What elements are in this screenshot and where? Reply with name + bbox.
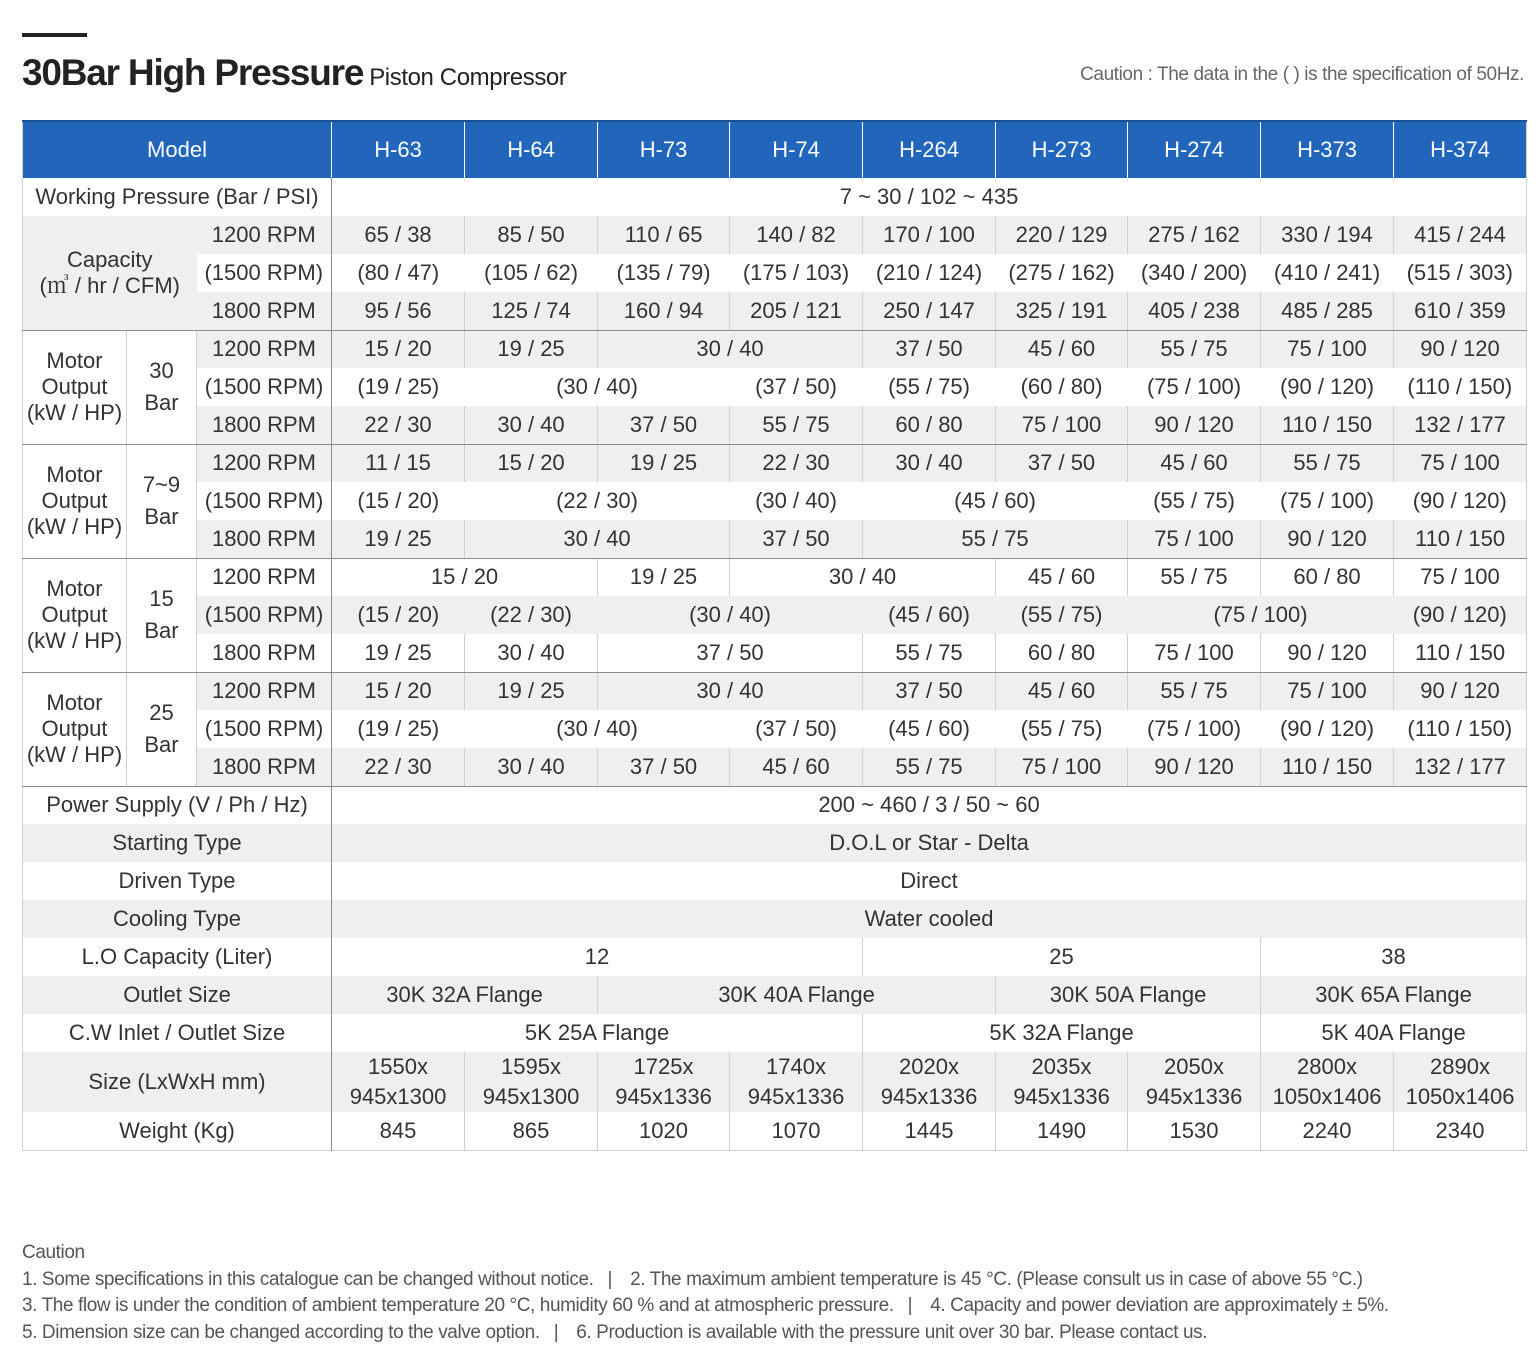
table-cell: 85 / 50 xyxy=(465,216,598,254)
motor-label-line2: Output xyxy=(41,488,108,513)
table-cell: D.O.L or Star - Delta xyxy=(332,824,1527,862)
table-cell: 38 xyxy=(1261,938,1527,976)
table-cell: (19 / 25) xyxy=(332,368,465,406)
table-row-cw-size xyxy=(23,1014,1527,1052)
table-cell: 75 / 100 xyxy=(996,406,1128,444)
table-cell: 55 / 75 xyxy=(1128,330,1261,368)
row-label: Power Supply (V / Ph / Hz) xyxy=(46,792,308,818)
rpm-label: (1500 RPM) xyxy=(197,710,332,748)
table-cell xyxy=(730,1052,863,1112)
rpm-label: 1800 RPM xyxy=(197,520,332,558)
table-cell: 19 / 25 xyxy=(598,444,730,482)
table-cell: 110 / 150 xyxy=(1261,406,1394,444)
table-cell: 37 / 50 xyxy=(598,406,730,444)
table-cell: (90 / 120) xyxy=(1279,716,1375,741)
bar-value: 25 xyxy=(149,700,174,725)
table-cell: 125 / 74 xyxy=(465,292,598,330)
table-cell: (340 / 200) xyxy=(1140,260,1248,285)
table-row-motor30-1200 xyxy=(23,330,1527,368)
table-cell: 30 / 40 xyxy=(465,748,598,786)
table-cell xyxy=(1128,1052,1261,1112)
size-line1: 1595x xyxy=(501,1054,561,1079)
table-cell: (75 / 100) xyxy=(1213,602,1308,627)
table-cell: 30K 32A Flange xyxy=(332,976,598,1014)
table-cell: 12 xyxy=(332,938,863,976)
table-cell: 275 / 162 xyxy=(1128,216,1261,254)
bar-value: 30 xyxy=(149,358,174,383)
table-row-size xyxy=(23,1052,1527,1112)
table-row-driven-type xyxy=(23,862,1527,900)
table-cell: 1445 xyxy=(863,1112,996,1150)
table-row-motor25-1800 xyxy=(23,748,1527,786)
table-cell: 60 / 80 xyxy=(996,634,1128,672)
row-label: Cooling Type xyxy=(113,906,242,931)
caution-notes xyxy=(22,1240,1389,1346)
table-cell: 75 / 100 xyxy=(1261,672,1394,710)
table-cell: (45 / 60) xyxy=(888,716,970,741)
bar-unit: Bar xyxy=(144,732,179,757)
table-cell: (275 / 162) xyxy=(1008,260,1115,285)
notes-line xyxy=(22,1267,1389,1294)
size-line2: 1050x1406 xyxy=(1272,1084,1382,1109)
row-label-bar xyxy=(127,672,197,786)
capacity-label-line2: (㎥ / hr / CFM) xyxy=(39,272,181,298)
table-cell: (60 / 80) xyxy=(1020,374,1103,399)
table-cell: 25 xyxy=(863,938,1261,976)
table-row-lo-capacity xyxy=(23,938,1527,976)
rpm-label: 1200 RPM xyxy=(197,444,332,482)
table-cell xyxy=(465,1052,598,1112)
rpm-label: 1800 RPM xyxy=(197,406,332,444)
caution-50hz-note: Caution : The data in the ( ) is the specification of 50Hz. xyxy=(1080,64,1524,85)
size-line1: 2800x xyxy=(1297,1054,1357,1079)
table-cell: 610 / 359 xyxy=(1394,292,1527,330)
table-cell: 2340 xyxy=(1394,1112,1527,1150)
row-label: Working Pressure (Bar / PSI) xyxy=(35,184,319,209)
table-cell: (175 / 103) xyxy=(742,260,850,285)
table-cell: (15 / 20) xyxy=(332,482,465,520)
table-cell: 170 / 100 xyxy=(863,216,996,254)
rpm-label: 1800 RPM xyxy=(197,292,332,330)
table-row-motor79-1800 xyxy=(23,520,1527,558)
note-separator: | xyxy=(553,1321,559,1343)
table-cell: 220 / 129 xyxy=(996,216,1128,254)
rpm-label: 1800 RPM xyxy=(197,634,332,672)
motor-label-line3: (kW / HP) xyxy=(26,514,123,539)
table-cell: 1020 xyxy=(598,1112,730,1150)
table-cell xyxy=(996,1052,1128,1112)
notes-line xyxy=(22,1320,1389,1347)
table-row-motor15-1800 xyxy=(23,634,1527,672)
table-row-capacity-1500 xyxy=(23,254,1527,292)
table-row-starting-type xyxy=(23,824,1527,862)
note-separator: | xyxy=(907,1295,913,1316)
table-cell: (30 / 40) xyxy=(689,602,771,627)
row-label: Starting Type xyxy=(112,830,242,855)
table-cell xyxy=(1394,1052,1527,1112)
table-cell: 90 / 120 xyxy=(1394,330,1527,368)
table-row-motor79-1200 xyxy=(23,444,1527,482)
table-cell: 55 / 75 xyxy=(1128,672,1261,710)
table-cell: (135 / 79) xyxy=(616,260,711,285)
table-cell: (105 / 62) xyxy=(483,260,579,285)
table-cell: 1070 xyxy=(730,1112,863,1150)
header-model-col: H-374 xyxy=(1394,121,1527,178)
page-title-main: 30Bar High Pressure xyxy=(22,52,364,93)
row-label-bar xyxy=(127,444,197,558)
table-cell: (75 / 100) xyxy=(1146,716,1242,741)
row-label: Weight (Kg) xyxy=(119,1117,235,1143)
table-cell: 75 / 100 xyxy=(1394,558,1527,596)
table-cell: (45 / 60) xyxy=(888,602,970,627)
rpm-label: 1800 RPM xyxy=(197,748,332,786)
motor-label-line3: (kW / HP) xyxy=(26,742,123,767)
table-row-weight xyxy=(23,1112,1527,1150)
table-cell: 37 / 50 xyxy=(863,672,996,710)
table-cell: (30 / 40) xyxy=(556,716,638,741)
table-cell: (15 / 20) xyxy=(332,596,465,634)
table-cell: 15 / 20 xyxy=(332,330,465,368)
table-cell: 205 / 121 xyxy=(730,292,863,330)
rpm-label: (1500 RPM) xyxy=(204,260,324,285)
table-cell: 2240 xyxy=(1261,1112,1394,1150)
rpm-label: 1200 RPM xyxy=(197,330,332,368)
table-cell: 415 / 244 xyxy=(1394,216,1527,254)
row-label-motor-output xyxy=(23,558,127,672)
table-cell: 250 / 147 xyxy=(863,292,996,330)
table-cell: (210 / 124) xyxy=(875,260,983,285)
table-row-cooling-type xyxy=(23,900,1527,938)
table-cell: 140 / 82 xyxy=(730,216,863,254)
table-cell: (55 / 75) xyxy=(1020,716,1103,741)
table-cell: 30K 65A Flange xyxy=(1261,976,1527,1014)
size-line2: 945x1300 xyxy=(482,1084,580,1109)
table-cell: 30 / 40 xyxy=(465,406,598,444)
row-label-motor-output xyxy=(23,330,127,444)
table-cell: 19 / 25 xyxy=(465,330,598,368)
row-label-motor-output xyxy=(23,672,127,786)
table-cell: 19 / 25 xyxy=(332,634,465,672)
capacity-label-line1: Capacity xyxy=(66,246,153,272)
row-label: Outlet Size xyxy=(123,982,231,1007)
table-cell: 55 / 75 xyxy=(730,406,863,444)
table-cell: 30 / 40 xyxy=(465,634,598,672)
notes-heading: Caution xyxy=(22,1242,85,1263)
size-line2: 945x1336 xyxy=(880,1084,978,1109)
table-cell: 45 / 60 xyxy=(996,330,1128,368)
motor-label-line3: (kW / HP) xyxy=(26,628,123,653)
table-cell: (515 / 303) xyxy=(1406,260,1513,285)
page-title xyxy=(22,52,566,94)
table-cell: 485 / 285 xyxy=(1261,292,1394,330)
header-model-col: H-73 xyxy=(598,121,730,178)
motor-label-line1: Motor xyxy=(46,576,103,601)
size-line2: 945x1300 xyxy=(349,1084,447,1109)
table-cell: 1530 xyxy=(1128,1112,1261,1150)
table-cell: 132 / 177 xyxy=(1394,748,1527,786)
row-label-capacity xyxy=(23,216,197,330)
size-line1: 2035x xyxy=(1031,1054,1092,1079)
size-line1: 1740x xyxy=(766,1054,826,1079)
table-cell: 405 / 238 xyxy=(1128,292,1261,330)
table-row-outlet-size xyxy=(23,976,1527,1014)
table-row-motor79-1500 xyxy=(23,482,1527,520)
table-cell: 110 / 150 xyxy=(1261,748,1394,786)
table-cell: 30K 40A Flange xyxy=(598,976,996,1014)
table-cell: 45 / 60 xyxy=(996,672,1128,710)
table-cell: 55 / 75 xyxy=(1261,444,1394,482)
table-cell: 37 / 50 xyxy=(598,748,730,786)
table-cell: (55 / 75) xyxy=(888,374,970,399)
table-cell: 19 / 25 xyxy=(465,672,598,710)
table-cell: 30 / 40 xyxy=(598,330,863,368)
header-model-col: H-74 xyxy=(730,121,863,178)
rpm-label: (1500 RPM) xyxy=(197,596,332,634)
header-model-col: H-373 xyxy=(1261,121,1394,178)
header-model-col: H-273 xyxy=(996,121,1128,178)
size-line1: 1725x xyxy=(633,1054,694,1079)
size-line2: 945x1336 xyxy=(747,1084,845,1109)
table-cell: 75 / 100 xyxy=(1128,634,1261,672)
table-cell: 55 / 75 xyxy=(1128,558,1261,596)
table-cell: 325 / 191 xyxy=(996,292,1128,330)
table-cell xyxy=(598,1052,730,1112)
table-cell: 60 / 80 xyxy=(863,406,996,444)
table-row-capacity-1200 xyxy=(23,216,1527,254)
table-row-motor25-1500 xyxy=(23,710,1527,748)
table-cell: 110 / 65 xyxy=(598,216,730,254)
row-label: C.W Inlet / Outlet Size xyxy=(68,1020,286,1045)
table-cell: Direct xyxy=(332,862,1527,900)
table-cell: 75 / 100 xyxy=(1261,330,1394,368)
table-cell: 45 / 60 xyxy=(730,748,863,786)
table-cell: (22 / 30) xyxy=(490,602,572,627)
table-cell xyxy=(863,1052,996,1112)
row-label-bar xyxy=(127,330,197,444)
table-cell: (37 / 50) xyxy=(755,716,837,741)
table-row-motor30-1500 xyxy=(23,368,1527,406)
notes-line xyxy=(22,1293,1389,1320)
spec-table xyxy=(22,120,1527,1151)
table-cell: 90 / 120 xyxy=(1128,748,1261,786)
table-cell: 7 ~ 30 / 102 ~ 435 xyxy=(332,178,1527,216)
rpm-label: 1200 RPM xyxy=(197,558,332,596)
row-label: Driven Type xyxy=(118,868,236,893)
table-cell: (110 / 150) xyxy=(1407,374,1513,399)
table-cell: (80 / 47) xyxy=(332,254,465,292)
table-cell: 11 / 15 xyxy=(332,444,465,482)
table-cell: (410 / 241) xyxy=(1273,260,1381,285)
table-cell: 37 / 50 xyxy=(996,444,1128,482)
table-cell: 30 / 40 xyxy=(863,444,996,482)
row-label: L.O Capacity (Liter) xyxy=(81,944,273,969)
table-cell: (75 / 100) xyxy=(1279,488,1375,513)
table-cell: 19 / 25 xyxy=(598,558,730,596)
bar-value: 7~9 xyxy=(142,472,181,497)
table-cell: 22 / 30 xyxy=(332,748,465,786)
table-cell: 110 / 150 xyxy=(1394,520,1527,558)
table-cell: 22 / 30 xyxy=(332,406,465,444)
table-cell: 90 / 120 xyxy=(1128,406,1261,444)
table-cell: 5K 25A Flange xyxy=(332,1014,863,1052)
table-cell: (45 / 60) xyxy=(954,488,1036,513)
table-cell: 19 / 25 xyxy=(332,520,465,558)
table-cell: 15 / 20 xyxy=(465,444,598,482)
header-model-col: H-274 xyxy=(1128,121,1261,178)
table-cell: 55 / 75 xyxy=(863,748,996,786)
note-2: 2. The maximum ambient temperature is 45 °C. (Please consult us in case of above 55 °C.) xyxy=(630,1268,1363,1290)
table-cell: 75 / 100 xyxy=(1128,520,1261,558)
size-line1: 2050x xyxy=(1164,1054,1224,1079)
bar-unit: Bar xyxy=(144,390,179,415)
size-line1: 2020x xyxy=(899,1054,959,1079)
table-cell: 90 / 120 xyxy=(1394,672,1527,710)
header-model: Model xyxy=(23,121,332,178)
table-cell: 37 / 50 xyxy=(730,520,863,558)
table-cell: 37 / 50 xyxy=(863,330,996,368)
table-cell: (19 / 25) xyxy=(332,710,465,748)
table-cell: 15 / 20 xyxy=(332,558,598,596)
note-6: 6. Production is available with the pressure unit over 30 bar. Please contact us. xyxy=(576,1321,1208,1343)
bar-unit: Bar xyxy=(144,618,179,643)
table-cell: Water cooled xyxy=(332,900,1527,938)
table-row-motor30-1800 xyxy=(23,406,1527,444)
size-line2: 945x1336 xyxy=(615,1084,712,1109)
size-line2: 945x1336 xyxy=(1145,1084,1243,1109)
note-separator: | xyxy=(607,1268,613,1290)
table-cell: (22 / 30) xyxy=(556,488,638,513)
motor-label-line2: Output xyxy=(41,602,108,627)
table-cell: 15 / 20 xyxy=(332,672,465,710)
table-row-motor25-1200 xyxy=(23,672,1527,710)
table-cell: 65 / 38 xyxy=(332,216,465,254)
size-line1: 2890x xyxy=(1430,1054,1490,1079)
table-cell: 132 / 177 xyxy=(1394,406,1527,444)
table-row-motor15-1500 xyxy=(23,596,1527,634)
note-4: 4. Capacity and power deviation are approximately ± 5%. xyxy=(930,1295,1389,1316)
motor-label-line1: Motor xyxy=(46,690,103,715)
rpm-label: (1500 RPM) xyxy=(197,368,332,406)
table-cell: 45 / 60 xyxy=(996,558,1128,596)
table-cell: 200 ~ 460 / 3 / 50 ~ 60 xyxy=(332,786,1527,824)
table-cell: 75 / 100 xyxy=(996,748,1128,786)
title-accent-bar xyxy=(22,33,87,37)
table-cell: 30 / 40 xyxy=(465,520,730,558)
table-cell: (110 / 150) xyxy=(1407,716,1513,741)
table-row-capacity-1800 xyxy=(23,292,1527,330)
table-cell xyxy=(332,1052,465,1112)
size-line2: 945x1336 xyxy=(1013,1084,1110,1109)
table-cell: (37 / 50) xyxy=(755,374,837,399)
table-cell: (90 / 120) xyxy=(1412,602,1507,627)
row-label: Size (LxWxH mm) xyxy=(88,1069,266,1094)
header-row xyxy=(23,121,1527,178)
note-3: 3. The flow is under the condition of ambient temperature 20 °C, humidity 60 % and at atmospheric pressure. xyxy=(22,1295,894,1316)
note-1: 1. Some specifications in this catalogue can be changed without notice. xyxy=(22,1268,594,1290)
table-cell: (90 / 120) xyxy=(1279,374,1375,399)
table-cell: (55 / 75) xyxy=(1153,488,1235,513)
table-cell: (90 / 120) xyxy=(1412,488,1507,513)
table-cell: 5K 32A Flange xyxy=(863,1014,1261,1052)
table-cell: (75 / 100) xyxy=(1146,374,1242,399)
table-cell: (30 / 40) xyxy=(755,488,837,513)
table-cell: 330 / 194 xyxy=(1261,216,1394,254)
table-cell: 45 / 60 xyxy=(1128,444,1261,482)
table-cell: (55 / 75) xyxy=(1020,602,1103,627)
size-line2: 1050x1406 xyxy=(1405,1084,1515,1109)
table-cell: 22 / 30 xyxy=(730,444,863,482)
table-cell: 95 / 56 xyxy=(332,292,465,330)
header-model-col: H-64 xyxy=(465,121,598,178)
table-cell: (30 / 40) xyxy=(556,374,638,399)
table-cell: 55 / 75 xyxy=(863,520,1128,558)
table-cell: 37 / 50 xyxy=(598,634,863,672)
table-cell: 845 xyxy=(332,1112,465,1150)
table-cell: 60 / 80 xyxy=(1261,558,1394,596)
bar-value: 15 xyxy=(149,586,174,611)
row-label-motor-output xyxy=(23,444,127,558)
motor-label-line1: Motor xyxy=(46,348,103,373)
table-cell: 30 / 40 xyxy=(730,558,996,596)
motor-label-line2: Output xyxy=(41,716,108,741)
table-cell: 5K 40A Flange xyxy=(1261,1014,1527,1052)
table-cell: 110 / 150 xyxy=(1394,634,1527,672)
table-cell: 30 / 40 xyxy=(598,672,863,710)
table-cell: 160 / 94 xyxy=(598,292,730,330)
table-cell: 90 / 120 xyxy=(1261,634,1394,672)
table-cell: 75 / 100 xyxy=(1394,444,1527,482)
table-row-motor15-1200 xyxy=(23,558,1527,596)
page-title-sub: Piston Compressor xyxy=(369,64,567,91)
rpm-label: 1200 RPM xyxy=(197,672,332,710)
rpm-label: 1200 RPM xyxy=(211,222,316,247)
motor-label-line3: (kW / HP) xyxy=(26,400,123,425)
bar-unit: Bar xyxy=(144,504,179,529)
note-5: 5. Dimension size can be changed according to the valve option. xyxy=(22,1321,540,1343)
header-model-col: H-264 xyxy=(863,121,996,178)
rpm-label: (1500 RPM) xyxy=(197,482,332,520)
table-cell: 1490 xyxy=(996,1112,1128,1150)
table-row-working-pressure xyxy=(23,178,1527,216)
header-model-col: H-63 xyxy=(332,121,465,178)
table-cell xyxy=(1261,1052,1394,1112)
motor-label-line1: Motor xyxy=(46,462,103,487)
row-label-bar xyxy=(127,558,197,672)
table-row-power-supply xyxy=(23,786,1527,824)
size-line1: 1550x xyxy=(368,1054,428,1079)
table-cell: 90 / 120 xyxy=(1261,520,1394,558)
table-cell: 865 xyxy=(465,1112,598,1150)
motor-label-line2: Output xyxy=(41,374,108,399)
table-cell: 30K 50A Flange xyxy=(996,976,1261,1014)
table-cell: 55 / 75 xyxy=(863,634,996,672)
